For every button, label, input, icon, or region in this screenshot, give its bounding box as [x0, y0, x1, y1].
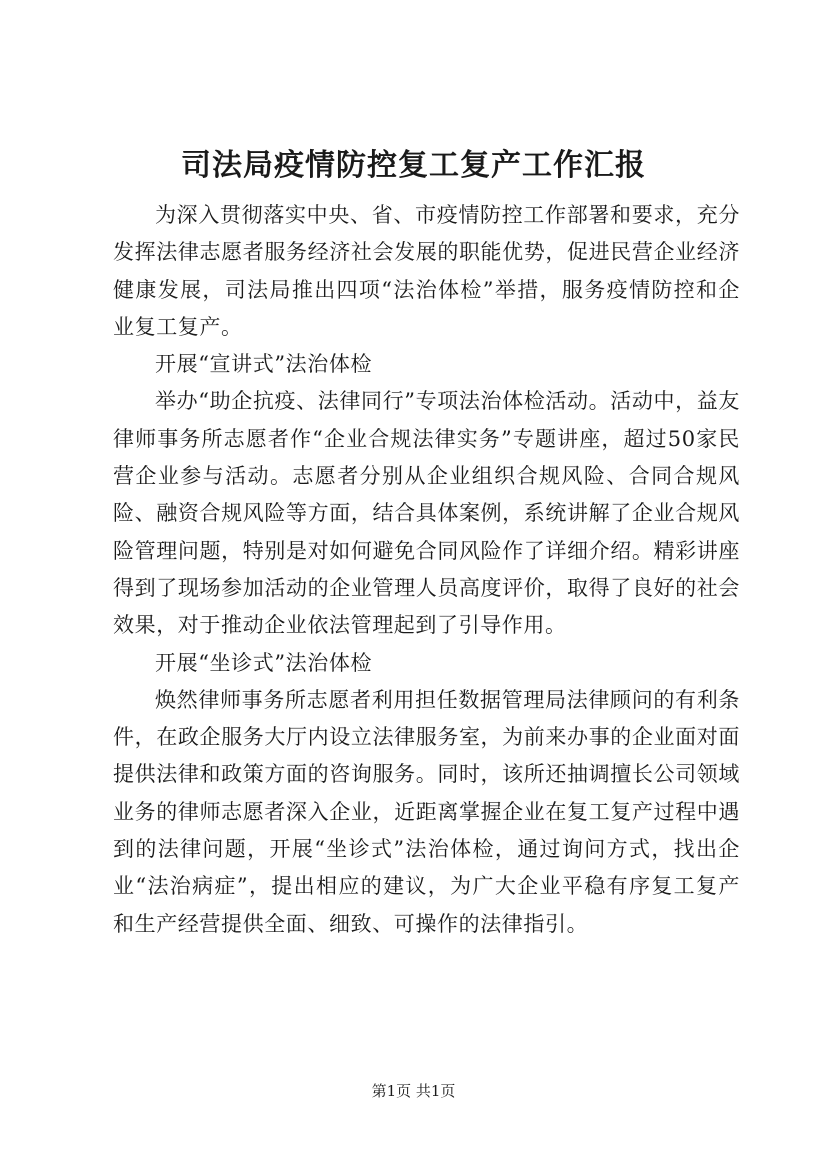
- section-heading-lecture: 开展“宣讲式”法治体检: [155, 352, 373, 377]
- document-title: 司法局疫情防控复工复产工作汇报: [181, 148, 646, 183]
- document-body: [113, 197, 740, 943]
- paragraph-intro: 为深入贯彻落实中央、省、市疫情防控工作部署和要求，充分发挥法律志愿者服务经济社会发展的职能优势，促进民营企业经济健康发展，司法局推出四项“法治体检”举措，服务疫情防控和企业复工复产。: [113, 203, 740, 339]
- section-heading-consult: 开展“坐诊式”法治体检: [155, 650, 373, 675]
- paragraph-lecture: 举办“助企抗疫、法律同行”专项法治体检活动。活动中，益友律师事务所志愿者作“企业合规法律实务”专题讲座，超过50家民营企业参与活动。志愿者分别从企业组织合规风险、合同合规风险、融资合规风险等方面，结合具体案例，系统讲解了企业合规风险管理问题，特别是对如何避免合同风险作了详细介绍。精彩讲座得到了现场参加活动的企业管理人员高度评价，取得了良好的社会效果，对于推动企业依法管理起到了引导作用。: [113, 389, 740, 638]
- page-footer: 第1页 共1页: [371, 1082, 456, 1100]
- paragraph-consult: 焕然律师事务所志愿者利用担任数据管理局法律顾问的有利条件，在政企服务大厅内设立法律服务室，为前来办事的企业面对面提供法律和政策方面的咨询服务。同时，该所还抽调擅长公司领域业务的律师志愿者深入企业，近距离掌握企业在复工复产过程中遇到的法律问题，开展“坐诊式”法治体检，通过询问方式，找出企业“法治病症”，提出相应的建议，为广大企业平稳有序复工复产和生产经营提供全面、细致、可操作的法律指引。: [113, 687, 740, 936]
